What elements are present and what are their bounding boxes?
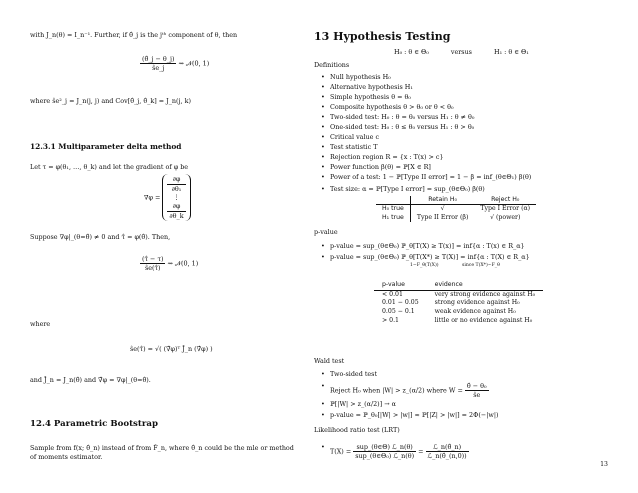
paragraph-gradient: Let τ = φ(θ₁, …, θ_k) and let the gradient of φ be [30, 163, 189, 171]
list-item: • Null hypothesis H₀ [318, 73, 531, 83]
vertical-ellipsis: ⋮ [173, 193, 180, 202]
list-item: • Alternative hypothesis H₁ [318, 83, 531, 93]
section-heading-parametric-bootstrap: 12.4 Parametric Bootstrap [30, 419, 158, 429]
numerator: sup_(θ∈Θ) ℒ_n(θ) [353, 443, 416, 452]
partial-last-den: ∂θ_k [169, 211, 184, 220]
lrt-list [318, 443, 469, 460]
table-row [376, 214, 536, 222]
table-cell: √ [440, 205, 445, 213]
list-item: • Test statistic T [318, 143, 531, 153]
list-item: • Simple hypothesis θ = θ₀ [318, 93, 531, 103]
gradient-vector [162, 174, 190, 221]
numerator: θ̂ − θ₀ [466, 382, 487, 390]
paragraph-standard-error: where ŝe²_j = J_n(j, j) and Cov[θ̂_j, θ̂_k] = J_n(j, k) [30, 97, 191, 105]
wald-statistic-fraction [465, 382, 489, 399]
partial-first [167, 175, 185, 193]
table-cell: 0.05 − 0.1 [382, 308, 415, 316]
definitions-list [318, 73, 531, 197]
pvalue-underbrace-note-2: since T(X*)∼F_θ [462, 263, 500, 268]
table-cell: > 0.1 [382, 316, 399, 324]
numerator: ℒ_n(θ̂_n) [426, 443, 469, 452]
fraction [140, 255, 165, 272]
evidence-table [374, 281, 543, 325]
table-header-row [374, 281, 543, 290]
equals-sign: = [418, 447, 424, 456]
lrt-lhs: T(X) = [330, 447, 352, 456]
table-cell: Type II Error (β) [416, 213, 469, 221]
list-item: • Test size: α = ℙ[Type I error] = sup_(θ∈Θ₀) β(θ) [318, 185, 531, 197]
wald-reject-text: Reject H₀ when |W| > z_(α/2) where W = [330, 386, 463, 395]
row-header: H₁ true [376, 214, 410, 222]
equation-asymptotic-normality [140, 55, 209, 72]
table-cell: strong evidence against H₀ [434, 299, 520, 307]
table-cell: √ (power) [490, 213, 521, 221]
right-column [314, 0, 608, 493]
paragraph-bootstrap-1: Sample from f(x; θ̂_n) instead of from F̂_n, where θ̂_n could be the mle or method [30, 444, 294, 452]
column-header: evidence [427, 281, 543, 290]
partial-first-den: ∂θ₁ [171, 184, 182, 193]
list-item: • p-value = sup_(θ∈Θ₀) ℙ_θ[T(X) ≥ T(x)] = inf{α : T(x) ∈ R_α} [318, 242, 530, 253]
lrt-fraction-2 [426, 443, 469, 460]
equation-rhs: ⇝ 𝒩(0, 1) [167, 259, 199, 268]
numerator: (τ̂ − τ) [142, 255, 164, 263]
paragraph-intro: with J_n(θ) = I_n⁻¹. Further, if θ̂_j is the jᵗʰ component of θ, then [30, 31, 238, 39]
table-cell: Type I Error (α) [480, 205, 531, 213]
numerator: (θ̂_j − θ_j) [142, 55, 175, 63]
table-row [376, 205, 536, 214]
row-header: H₀ true [376, 205, 410, 214]
wald-test-list [318, 370, 498, 422]
null-hypothesis: H₀ : θ ∈ Θ₀ [394, 48, 429, 56]
denominator: ŝe [473, 391, 481, 399]
table-cell: little or no evidence against H₀ [434, 316, 533, 324]
versus-text: versus [450, 48, 472, 56]
list-item: • Critical value c [318, 133, 531, 143]
equation-rhs: ⇝ 𝒩(0, 1) [178, 59, 210, 68]
table-cell: 0.01 − 0.05 [382, 299, 419, 307]
list-item: • ℙ[|W| > z_(α/2)] → α [318, 400, 498, 411]
column-header: Reject H₀ [474, 196, 536, 205]
list-item: • Composite hypothesis θ > θ₀ or θ < θ₀ [318, 103, 531, 113]
list-item: • Rejection region R = {x : T(x) > c} [318, 153, 531, 163]
pvalue-list [318, 242, 530, 263]
denominator: sup_(θ∈Θ₀) ℒ_n(θ) [355, 452, 415, 460]
gradient-lhs: ∇φ = [144, 193, 161, 202]
partial-first-num: ∂φ [167, 175, 185, 185]
denominator: ŝe(τ̂) [144, 264, 161, 272]
list-item: • Two-sided test [318, 370, 498, 382]
partial-last [167, 202, 185, 220]
partial-last-num: ∂φ [167, 202, 185, 212]
table-cell: very strong evidence against H₀ [434, 290, 536, 298]
table-cell: weak evidence against H₀ [434, 308, 516, 316]
list-item: • Two-sided test: H₀ : θ = θ₀ versus H₁ : θ ≠ θ₀ [318, 113, 531, 123]
pvalue-underbrace-note-1: 1−F_θ(T(X)) [410, 263, 439, 268]
list-item: • Power of a test: 1 − ℙ[Type II error] = 1 − β = inf_(θ∈Θ₁) β(θ) [318, 173, 531, 185]
table-cell: < 0.01 [382, 290, 403, 298]
paragraph-suppose: Suppose ∇φ|_(θ=θ̂) ≠ 0 and τ̂ = φ(θ̂). Then, [30, 233, 171, 241]
denominator: ℒ_n(θ̂_(n,0)) [427, 452, 467, 460]
list-item [318, 443, 469, 460]
paragraph-bootstrap-2: of moments estimator. [30, 453, 103, 461]
page-number: 13 [600, 461, 608, 468]
equation-se-tau: ŝe(τ̂) = √( (∇̂φ)ᵀ Ĵ_n (∇̂φ) ) [130, 345, 213, 353]
equation-delta-normality [140, 255, 198, 272]
column-header: Retain H₀ [410, 196, 474, 205]
denominator: ŝe_j [152, 64, 165, 72]
error-types-table [376, 196, 536, 222]
hypotheses-line [394, 48, 604, 56]
section-heading-hypothesis-testing: 13 Hypothesis Testing [314, 30, 451, 43]
table-row [374, 308, 543, 317]
list-item: • Power function β(θ) = ℙ[X ∈ R] [318, 163, 531, 173]
list-item: • p-value = ℙ_θ₀[|W| > |w|] ≈ ℙ[|Z| > |w|] = 2Φ(−|w|) [318, 411, 498, 422]
left-column [30, 0, 302, 493]
list-item: • p-value = sup_(θ∈Θ₀) ℙ_θ[T(X*) ≥ T(X)] = inf{α : T(X) ∈ R_α} [318, 253, 530, 263]
table-row [374, 317, 543, 326]
definitions-label: Definitions [314, 61, 350, 69]
column-header: p-value [374, 281, 427, 290]
lrt-label: Likelihood ratio test (LRT) [314, 426, 400, 434]
paragraph-where: where [30, 320, 51, 328]
table-row [374, 299, 543, 308]
list-item [318, 382, 498, 400]
subsection-heading-delta-method: 12.3.1 Multiparameter delta method [30, 142, 182, 151]
list-item: • One-sided test: H₀ : θ ≤ θ₀ versus H₁ : θ > θ₀ [318, 123, 531, 133]
lrt-fraction-1 [353, 443, 416, 460]
pvalue-label: p-value [314, 228, 338, 236]
alternative-hypothesis: H₁ : θ ∈ Θ₁ [494, 48, 529, 56]
table-header-row [376, 196, 536, 205]
fraction [140, 55, 176, 72]
equation-gradient [144, 174, 191, 221]
table-corner [376, 196, 410, 205]
table-row [374, 290, 543, 299]
paragraph-jn: and Ĵ_n = J_n(θ̂) and ∇̂φ = ∇φ|_(θ=θ̂). [30, 376, 151, 384]
wald-test-label: Wald test [314, 357, 345, 365]
